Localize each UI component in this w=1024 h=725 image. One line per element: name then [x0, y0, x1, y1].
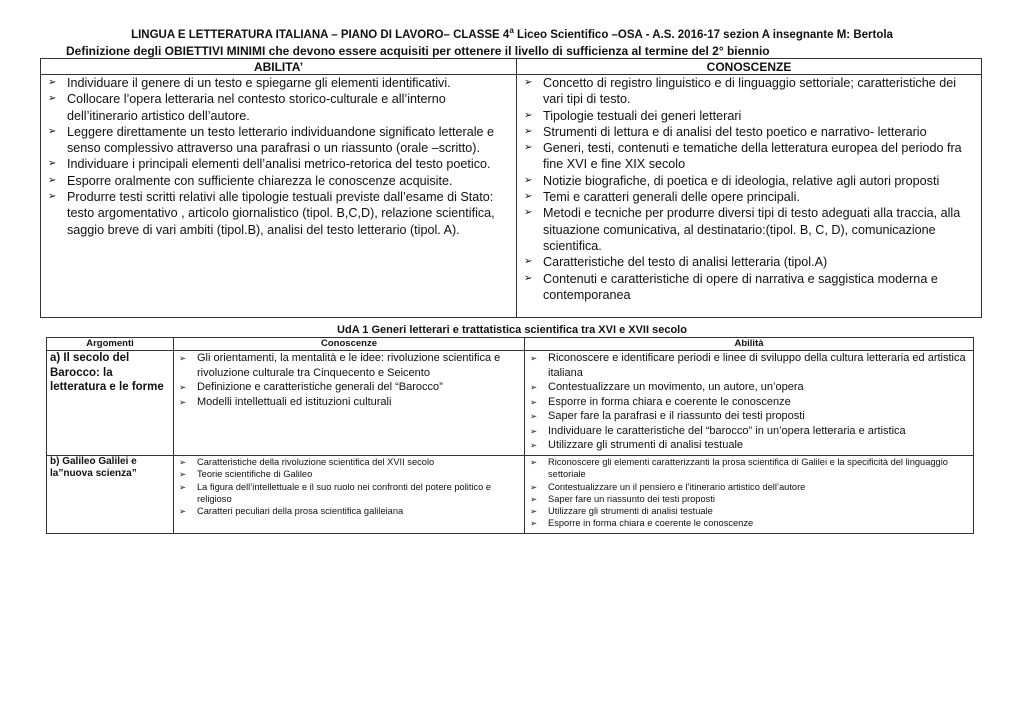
abilita-item: ➢ Riconoscere e identificare periodi e linee di sviluppo della cultura letteraria ed artistica italiana	[528, 351, 970, 380]
abilita-item: ➢ Utilizzare gli strumenti di analisi testuale	[528, 438, 970, 453]
conoscenze-item: ➢ Strumenti di lettura e di analisi del testo poetico e narrativo- letterario	[521, 124, 977, 140]
conoscenze-item: ➢ Tipologie testuali dei generi letterari	[521, 108, 977, 124]
objectives-table	[40, 58, 982, 318]
abilita-item: ➢ Esporre in forma chiara e coerente le conoscenze	[528, 517, 970, 529]
conoscenze-list	[521, 75, 977, 303]
table-row	[47, 456, 974, 534]
argomenti-header: Argomenti	[47, 338, 174, 351]
abilita-item: ➢ Contestualizzare un movimento, un autore, un’opera	[528, 380, 970, 395]
conoscenze-item: ➢ Definizione e caratteristiche generali del “Barocco”	[177, 380, 521, 395]
abilita-item: ➢ Saper fare un riassunto dei testi proposti	[528, 493, 970, 505]
abilita-item: ➢ Individuare il genere di un testo e spiegarne gli elementi identificativi.	[45, 75, 512, 91]
argomento-barocco: a) Il secolo del Barocco: la letteratura e le forme	[47, 351, 174, 456]
conoscenze-item: ➢ Temi e caratteri generali delle opere principali.	[521, 189, 977, 205]
conoscenze-item: ➢ La figura dell’intellettuale e il suo ruolo nei confronti del potere politico e religioso	[177, 481, 521, 506]
uda-table	[46, 337, 974, 534]
conoscenze-item: ➢ Gli orientamenti, la mentalità e le idee: rivoluzione scientifica e rivoluzione culturale tra Cinquecento e Seicento	[177, 351, 521, 380]
conoscenze-item: ➢ Caratteristiche del testo di analisi letteraria (tipol.A)	[521, 254, 977, 270]
uda-conoscenze-header: Conoscenze	[174, 338, 525, 351]
document-title	[0, 26, 1024, 41]
barocco-abilita-list	[528, 351, 970, 453]
galileo-abilita-list	[528, 456, 970, 530]
argomento-galileo: b) Galileo Galilei e la”nuova scienza”	[47, 456, 174, 534]
abilita-item: ➢ Esporre oralmente con sufficiente chiarezza le conoscenze acquisite.	[45, 173, 512, 189]
class-superscript: a	[509, 26, 514, 35]
conoscenze-item: ➢ Metodi e tecniche per produrre diversi tipi di testo adeguati alla traccia, alla situazione comunicativa, al destinatario:(tipol. B, C, D), comunicazione scientifica.	[521, 205, 977, 254]
conoscenze-item: ➢ Caratteri peculiari della prosa scientifica galileiana	[177, 505, 521, 517]
abilita-list	[45, 75, 512, 238]
conoscenze-item: ➢ Notizie biografiche, di poetica e di ideologia, relative agli autori proposti	[521, 173, 977, 189]
conoscenze-header: CONOSCENZE	[517, 59, 982, 75]
abilita-item: ➢ Esporre in forma chiara e coerente le conoscenze	[528, 395, 970, 410]
conoscenze-item: ➢ Concetto di registro linguistico e di linguaggio settoriale; caratteristiche dei vari tipi di testo.	[521, 75, 977, 108]
conoscenze-item: ➢ Teorie scientifiche di Galileo	[177, 468, 521, 480]
barocco-abilita-cell	[525, 351, 974, 456]
abilita-item: ➢ Produrre testi scritti relativi alle tipologie testuali previste dall’esame di Stato: testo argomentativo , articolo giornalistico (tipol. B,C,D), relazione scientifica, saggio breve di vari ambiti (tipol.B), analisi del testo letterario (tipol. A).	[45, 189, 512, 238]
abilita-item: ➢ Leggere direttamente un testo letterario individuandone significato letterale e senso complessivo attraverso una parafrasi o un riassunto (orale –scritto).	[45, 124, 512, 157]
conoscenze-item: ➢ Caratteristiche della rivoluzione scientifica del XVII secolo	[177, 456, 521, 468]
table-row	[47, 351, 974, 456]
galileo-abilita-cell	[525, 456, 974, 534]
conoscenze-item: ➢ Generi, testi, contenuti e tematiche della letteratura europea del periodo fra fine XVI e fine XIX secolo	[521, 140, 977, 173]
conoscenze-cell	[517, 75, 982, 318]
abilita-item: ➢ Saper fare la parafrasi e il riassunto dei testi proposti	[528, 409, 970, 424]
uda-abilita-header: Abilità	[525, 338, 974, 351]
abilita-item: ➢ Riconoscere gli elementi caratterizzanti la prosa scientifica di Galilei e la specificità del linguaggio settoriale	[528, 456, 970, 481]
abilita-item: ➢ Individuare i principali elementi dell’analisi metrico-retorica del testo poetico.	[45, 156, 512, 172]
abilita-header: ABILITA’	[41, 59, 517, 75]
document-title-part1: LINGUA E LETTERATURA ITALIANA – PIANO DI LAVORO– CLASSE 4	[131, 28, 510, 41]
abilita-item: ➢ Collocare l’opera letteraria nel contesto storico-culturale e all’interno dell’itinerario artistico dell’autore.	[45, 91, 512, 124]
abilita-cell	[41, 75, 517, 318]
abilita-item: ➢ Utilizzare gli strumenti di analisi testuale	[528, 505, 970, 517]
galileo-conoscenze-list	[177, 456, 521, 517]
document-title-part2: Liceo Scientifico –OSA - A.S. 2016-17 sezion A insegnante M: Bertola	[513, 28, 893, 41]
barocco-conoscenze-list	[177, 351, 521, 409]
objectives-subtitle: Definizione degli OBIETTIVI MINIMI che devono essere acquisiti per ottenere il livello di sufficienza al termine del 2° biennio	[66, 44, 770, 58]
galileo-conoscenze-cell	[174, 456, 525, 534]
abilita-item: ➢ Contestualizzare un il pensiero e l’itinerario artistico dell’autore	[528, 481, 970, 493]
conoscenze-item: ➢ Modelli intellettuali ed istituzioni culturali	[177, 395, 521, 410]
uda-title: UdA 1 Generi letterari e trattatistica scientifica tra XVI e XVII secolo	[337, 324, 687, 336]
barocco-conoscenze-cell	[174, 351, 525, 456]
abilita-item: ➢ Individuare le caratteristiche del “barocco” in un’opera letteraria e artistica	[528, 424, 970, 439]
conoscenze-item: ➢ Contenuti e caratteristiche di opere di narrativa e saggistica moderna e contemporanea	[521, 271, 977, 304]
